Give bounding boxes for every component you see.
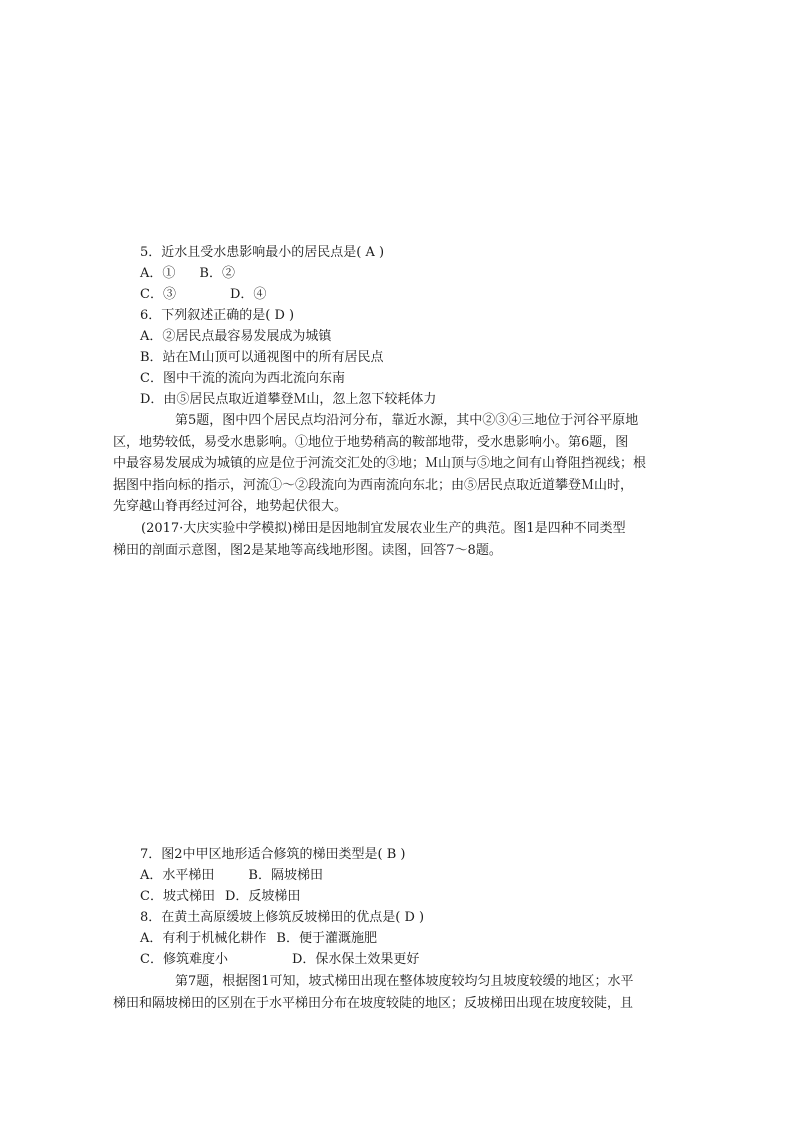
explanation-line: 据图中指向标的指示，河流①～②段流向为西南流向东北；由⑤居民点取近道攀登Ｍ山时，	[113, 477, 634, 493]
explanation-line: 第7题，根据图1可知，坡式梯田出现在整体坡度较均匀且坡度较缓的地区；水平	[175, 974, 634, 989]
q5-option-a: A．①	[140, 266, 176, 281]
q8-options-row1	[140, 929, 377, 949]
q7-options-row2	[140, 887, 300, 907]
q7-options-row1	[140, 866, 323, 886]
q5-options-row2	[140, 285, 266, 305]
q5-option-b: B．②	[199, 266, 235, 281]
q5-option-c: C．③	[140, 287, 176, 302]
intro-q7-q8	[113, 518, 683, 561]
explanation-line: 第5题，图中四个居民点均沿河分布，靠近水源，其中②③④三地位于河谷平原地	[175, 413, 639, 428]
q8-option-d: D．保水保土效果更好	[291, 952, 420, 967]
intro-line: (2017·大庆实验中学模拟)梯田是因地制宜发展农业生产的典范。图1是四种不同类型	[141, 521, 626, 536]
q8-option-a: A．有利于机械化耕作	[140, 931, 267, 946]
q6-option-b: B．站在Ｍ山顶可以通视图中的所有居民点	[140, 350, 384, 365]
q8-options-row2	[140, 950, 419, 970]
q6-stem: 6．下列叙述正确的是( D )	[140, 308, 295, 323]
intro-line: 梯田的剖面示意图，图2是某地等高线地形图。读图，回答7～8题。	[113, 542, 502, 558]
q7-option-c: C．坡式梯田	[140, 889, 215, 904]
explanation-line: 先穿越山脊再经过河谷，地势起伏很大。	[113, 499, 348, 514]
q6-option-d: D．由⑤居民点取近道攀登Ｍ山，忽上忽下较耗体力	[140, 392, 437, 407]
q7-option-a: A．水平梯田	[140, 868, 215, 883]
q8-option-b: B．便于灌溉施肥	[276, 931, 377, 946]
explanation-line: 梯田和隔坡梯田的区别在于水平梯田分布在坡度较陡的地区；反坡梯田出现在坡度较陡，且	[113, 995, 634, 1011]
q7-stem: 7．图2中甲区地形适合修筑的梯田类型是( B )	[140, 847, 406, 862]
explanation-line: 中最容易发展成为城镇的应是位于河流交汇处的③地；Ｍ山顶与⑤地之间有山脊阻挡视线；根	[113, 456, 647, 471]
q7-option-b: B．隔坡梯田	[248, 868, 323, 883]
q6-option-a: A．②居民点最容易发展成为城镇	[140, 329, 332, 344]
q5-options-row1	[140, 264, 235, 284]
q5-stem: 5．近水且受水患影响最小的居民点是( A )	[140, 245, 385, 260]
q8-stem: 8．在黄土高原缓坡上修筑反坡梯田的优点是( D )	[140, 910, 425, 925]
q7-option-d: D．反坡梯田	[224, 889, 301, 904]
explanation-line: 区，地势较低，易受水患影响。①地位于地势稍高的鞍部地带，受水患影响小。第6题，图	[113, 434, 629, 450]
explanation-q5-q6	[113, 410, 683, 518]
explanation-q7-q8	[113, 971, 683, 1014]
q6-option-c: C．图中干流的流向为西北流向东南	[140, 371, 345, 386]
q5-option-d: D．④	[229, 287, 267, 302]
q8-option-c: C．修筑难度小	[140, 952, 228, 967]
